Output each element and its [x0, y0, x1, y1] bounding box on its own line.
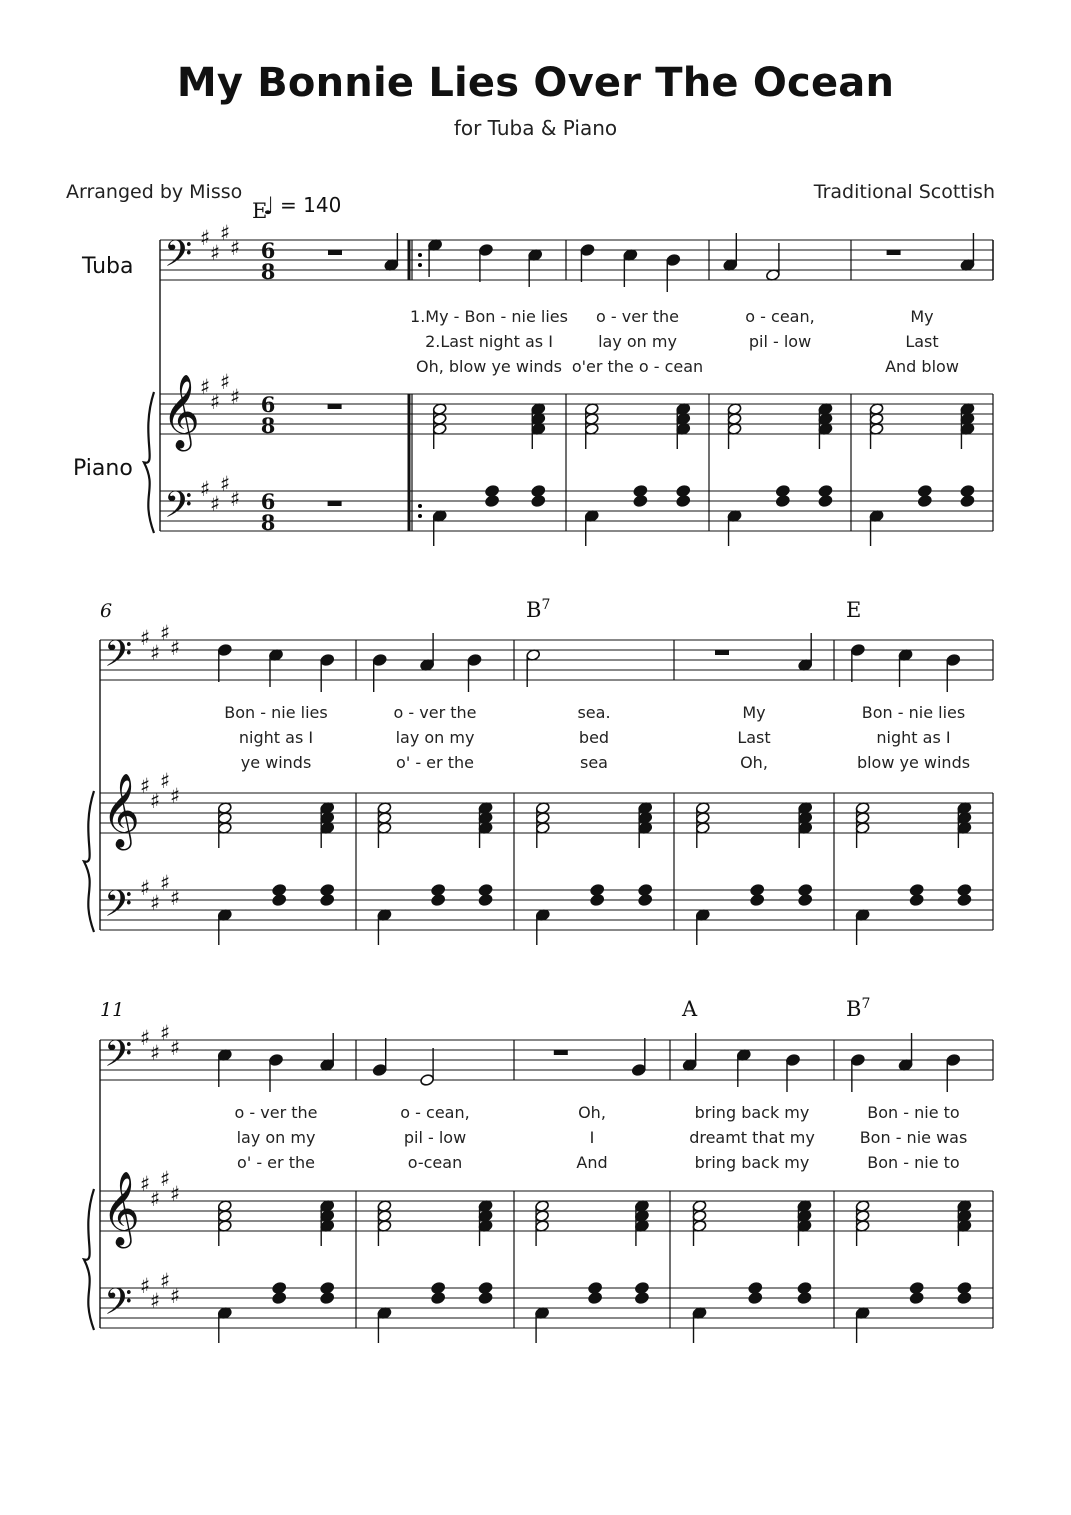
- piano-bass-dyad-note: [272, 884, 287, 897]
- key-sharp-icon: ♯: [230, 385, 241, 409]
- key-sharp-icon: ♯: [160, 1167, 171, 1191]
- key-sharp-icon: ♯: [140, 1274, 151, 1298]
- lyric-verse-1: 1.My - Bon - nie lies: [410, 307, 568, 326]
- lyric-verse-1: Oh,: [578, 1103, 606, 1122]
- key-sharp-icon: ♯: [150, 1041, 161, 1065]
- lyric-verse-1: o - ver the: [234, 1103, 318, 1122]
- piano-bass-dyad-note: [960, 485, 975, 498]
- tuba-note: [217, 644, 232, 657]
- lyric-verse-3: Bon - nie to: [867, 1153, 960, 1172]
- lyric-verse-1: My: [910, 307, 934, 326]
- time-signature-top: 6: [260, 238, 276, 263]
- lyric-verse-1: o - cean,: [400, 1103, 470, 1122]
- lyric-verse-1: o - ver the: [596, 307, 679, 326]
- key-sharp-icon: ♯: [150, 891, 161, 915]
- key-sharp-icon: ♯: [170, 784, 181, 808]
- key-sharp-icon: ♯: [150, 641, 161, 665]
- rest-icon: [887, 250, 901, 255]
- lyric-verse-2: lay on my: [598, 332, 677, 351]
- key-sharp-icon: ♯: [140, 774, 151, 798]
- lyric-verse-1: My: [742, 703, 766, 722]
- piano-bass-dyad-note: [775, 485, 790, 498]
- piano-bass-dyad-note: [957, 884, 972, 897]
- tuba-instrument-label: Tuba: [82, 254, 134, 279]
- lyric-verse-2: 2.Last night as I: [425, 332, 553, 351]
- chord-symbol: E: [252, 199, 268, 223]
- key-sharp-icon: ♯: [170, 886, 181, 910]
- bass-clef-icon: 𝄢: [164, 233, 193, 284]
- lyric-verse-1: o - cean,: [745, 307, 815, 326]
- piano-brace-icon: [144, 392, 154, 533]
- piano-bass-dyad-note: [676, 485, 691, 498]
- key-sharp-icon: ♯: [200, 477, 211, 501]
- lyric-verse-2: bed: [578, 728, 610, 747]
- piano-brace-icon: [84, 791, 94, 932]
- piano-bass-dyad-note: [909, 1282, 924, 1295]
- rest-icon: [554, 1050, 568, 1055]
- bass-clef-icon: 𝄢: [104, 883, 133, 934]
- lyric-verse-3: o-cean: [407, 1153, 463, 1172]
- tuba-note: [631, 1064, 646, 1077]
- tuba-note: [320, 654, 335, 667]
- tuba-note: [850, 644, 865, 657]
- piano-bass-dyad-note: [957, 1282, 972, 1295]
- key-sharp-icon: ♯: [210, 241, 221, 265]
- piano-bass-dyad-note: [431, 1282, 446, 1295]
- lyric-verse-1: o - ver the: [393, 703, 477, 722]
- key-sharp-icon: ♯: [200, 375, 211, 399]
- piano-bass-dyad-note: [798, 884, 813, 897]
- lyric-verse-2: night as I: [876, 728, 951, 747]
- chord-superscript: 7: [541, 597, 551, 613]
- key-sharp-icon: ♯: [140, 1026, 151, 1050]
- piano-bass-dyad-note: [633, 485, 648, 498]
- measure-number: 11: [100, 999, 125, 1021]
- piano-bass-dyad-note: [478, 1282, 493, 1295]
- repeat-dot: [418, 504, 422, 508]
- rest-icon: [715, 650, 729, 655]
- lyric-verse-3: blow ye winds: [856, 753, 971, 772]
- lyric-verse-1: sea.: [577, 703, 611, 722]
- measure-number: 6: [100, 600, 113, 622]
- lyric-verse-3: o'er the o - cean: [571, 357, 704, 376]
- key-sharp-icon: ♯: [230, 487, 241, 511]
- chord-superscript: 7: [861, 996, 871, 1012]
- key-sharp-icon: ♯: [170, 1284, 181, 1308]
- lyric-verse-3: And blow: [885, 357, 959, 376]
- key-sharp-icon: ♯: [200, 226, 211, 250]
- tempo-marking: = 140: [280, 193, 342, 217]
- composer-credit: Traditional Scottish: [813, 181, 995, 203]
- bass-clef-icon: 𝄢: [104, 1033, 133, 1084]
- key-sharp-icon: ♯: [170, 1182, 181, 1206]
- repeat-dot: [418, 263, 422, 267]
- time-signature-top: 6: [260, 489, 276, 514]
- time-signature-bottom: 8: [260, 259, 276, 284]
- piano-bass-dyad-note: [635, 1282, 650, 1295]
- repeat-dot: [418, 253, 422, 257]
- tuba-note: [946, 654, 961, 667]
- lyric-verse-2: dreamt that my: [689, 1128, 815, 1147]
- tuba-note: [850, 1054, 865, 1067]
- tuba-note: [372, 1064, 387, 1077]
- piano-bass-dyad-note: [818, 485, 833, 498]
- chord-symbol: $B^7$: [846, 996, 871, 1021]
- lyric-verse-2: lay on my: [395, 728, 475, 747]
- piano-bass-dyad-note: [531, 485, 546, 498]
- lyric-verse-2: lay on my: [236, 1128, 316, 1147]
- lyric-verse-3: o' - er the: [396, 753, 474, 772]
- rest-icon: [328, 501, 342, 506]
- lyric-verse-1: Bon - nie to: [867, 1103, 960, 1122]
- lyric-verse-2: pil - low: [403, 1128, 467, 1147]
- lyric-verse-1: Bon - nie lies: [224, 703, 328, 722]
- lyric-verse-1: Bon - nie lies: [861, 703, 966, 722]
- key-sharp-icon: ♯: [160, 871, 171, 895]
- piano-brace-icon: [84, 1189, 94, 1330]
- piano-bass-dyad-note: [588, 1282, 603, 1295]
- lyric-verse-3: o' - er the: [237, 1153, 315, 1172]
- time-signature-top: 6: [260, 392, 276, 417]
- arranger-credit: Arranged by Misso: [66, 181, 243, 203]
- lyric-verse-2: pil - low: [748, 332, 812, 351]
- lyric-verse-2: Last: [737, 728, 771, 747]
- tuba-note: [269, 1054, 284, 1067]
- rest-icon: [328, 404, 342, 409]
- chord-symbol: $B^7$: [526, 597, 551, 622]
- repeat-dot: [418, 514, 422, 518]
- lyric-verse-2: Bon - nie was: [859, 1128, 968, 1147]
- tuba-note: [580, 244, 595, 257]
- time-signature-bottom: 8: [260, 413, 276, 438]
- key-sharp-icon: ♯: [150, 1187, 161, 1211]
- key-sharp-icon: ♯: [150, 1289, 161, 1313]
- song-subtitle: for Tuba & Piano: [453, 116, 618, 140]
- treble-clef-icon: 𝄞: [162, 375, 200, 449]
- key-sharp-icon: ♯: [230, 236, 241, 260]
- key-sharp-icon: ♯: [220, 472, 231, 496]
- piano-bass-dyad-note: [431, 884, 446, 897]
- tuba-note: [420, 1074, 435, 1087]
- piano-bass-dyad-note: [320, 1282, 335, 1295]
- lyric-verse-2: I: [589, 1128, 595, 1147]
- time-signature-bottom: 8: [260, 510, 276, 535]
- tuba-note: [666, 254, 681, 267]
- key-sharp-icon: ♯: [160, 1269, 171, 1293]
- tuba-note: [372, 654, 387, 667]
- lyric-verse-3: Oh, blow ye winds: [415, 357, 563, 376]
- piano-bass-dyad-note: [590, 884, 605, 897]
- key-sharp-icon: ♯: [170, 1036, 181, 1060]
- lyric-verse-2: Last: [905, 332, 939, 351]
- piano-bass-dyad-note: [272, 1282, 287, 1295]
- tuba-note: [467, 654, 482, 667]
- key-sharp-icon: ♯: [220, 221, 231, 245]
- key-sharp-icon: ♯: [160, 1021, 171, 1045]
- piano-bass-dyad-note: [320, 884, 335, 897]
- key-sharp-icon: ♯: [210, 492, 221, 516]
- chord-symbol: A: [682, 997, 698, 1021]
- key-sharp-icon: ♯: [150, 789, 161, 813]
- treble-clef-icon: 𝄞: [102, 774, 140, 848]
- piano-bass-dyad-note: [638, 884, 653, 897]
- key-sharp-icon: ♯: [140, 626, 151, 650]
- song-title: My Bonnie Lies Over The Ocean: [176, 60, 895, 106]
- lyric-verse-3: bring back my: [694, 1153, 810, 1172]
- rest-icon: [328, 250, 342, 255]
- lyric-verse-3: ye winds: [240, 753, 312, 772]
- tuba-note: [946, 1054, 961, 1067]
- piano-bass-dyad-note: [917, 485, 932, 498]
- chord-symbol: E: [846, 598, 862, 622]
- lyric-verse-3: Oh,: [740, 753, 768, 772]
- lyric-verse-2: night as I: [238, 728, 314, 747]
- bass-clef-icon: 𝄢: [164, 484, 193, 535]
- key-sharp-icon: ♯: [160, 769, 171, 793]
- key-sharp-icon: ♯: [170, 636, 181, 660]
- lyric-verse-3: And: [576, 1153, 608, 1172]
- piano-bass-dyad-note: [485, 485, 500, 498]
- tuba-note: [479, 244, 494, 257]
- piano-bass-dyad-note: [797, 1282, 812, 1295]
- bass-clef-icon: 𝄢: [104, 1281, 133, 1332]
- key-sharp-icon: ♯: [210, 390, 221, 414]
- piano-bass-dyad-note: [748, 1282, 763, 1295]
- lyric-verse-3: sea: [580, 753, 608, 772]
- key-sharp-icon: ♯: [140, 1172, 151, 1196]
- piano-instrument-label: Piano: [73, 456, 133, 481]
- treble-clef-icon: 𝄞: [102, 1172, 140, 1246]
- piano-bass-dyad-note: [750, 884, 765, 897]
- lyric-verse-1: bring back my: [694, 1103, 810, 1122]
- piano-bass-dyad-note: [478, 884, 493, 897]
- bass-clef-icon: 𝄢: [104, 633, 133, 684]
- quarter-note-icon: ♩: [263, 192, 275, 220]
- key-sharp-icon: ♯: [160, 621, 171, 645]
- key-sharp-icon: ♯: [220, 370, 231, 394]
- tuba-note: [786, 1054, 801, 1067]
- piano-bass-dyad-note: [909, 884, 924, 897]
- key-sharp-icon: ♯: [140, 876, 151, 900]
